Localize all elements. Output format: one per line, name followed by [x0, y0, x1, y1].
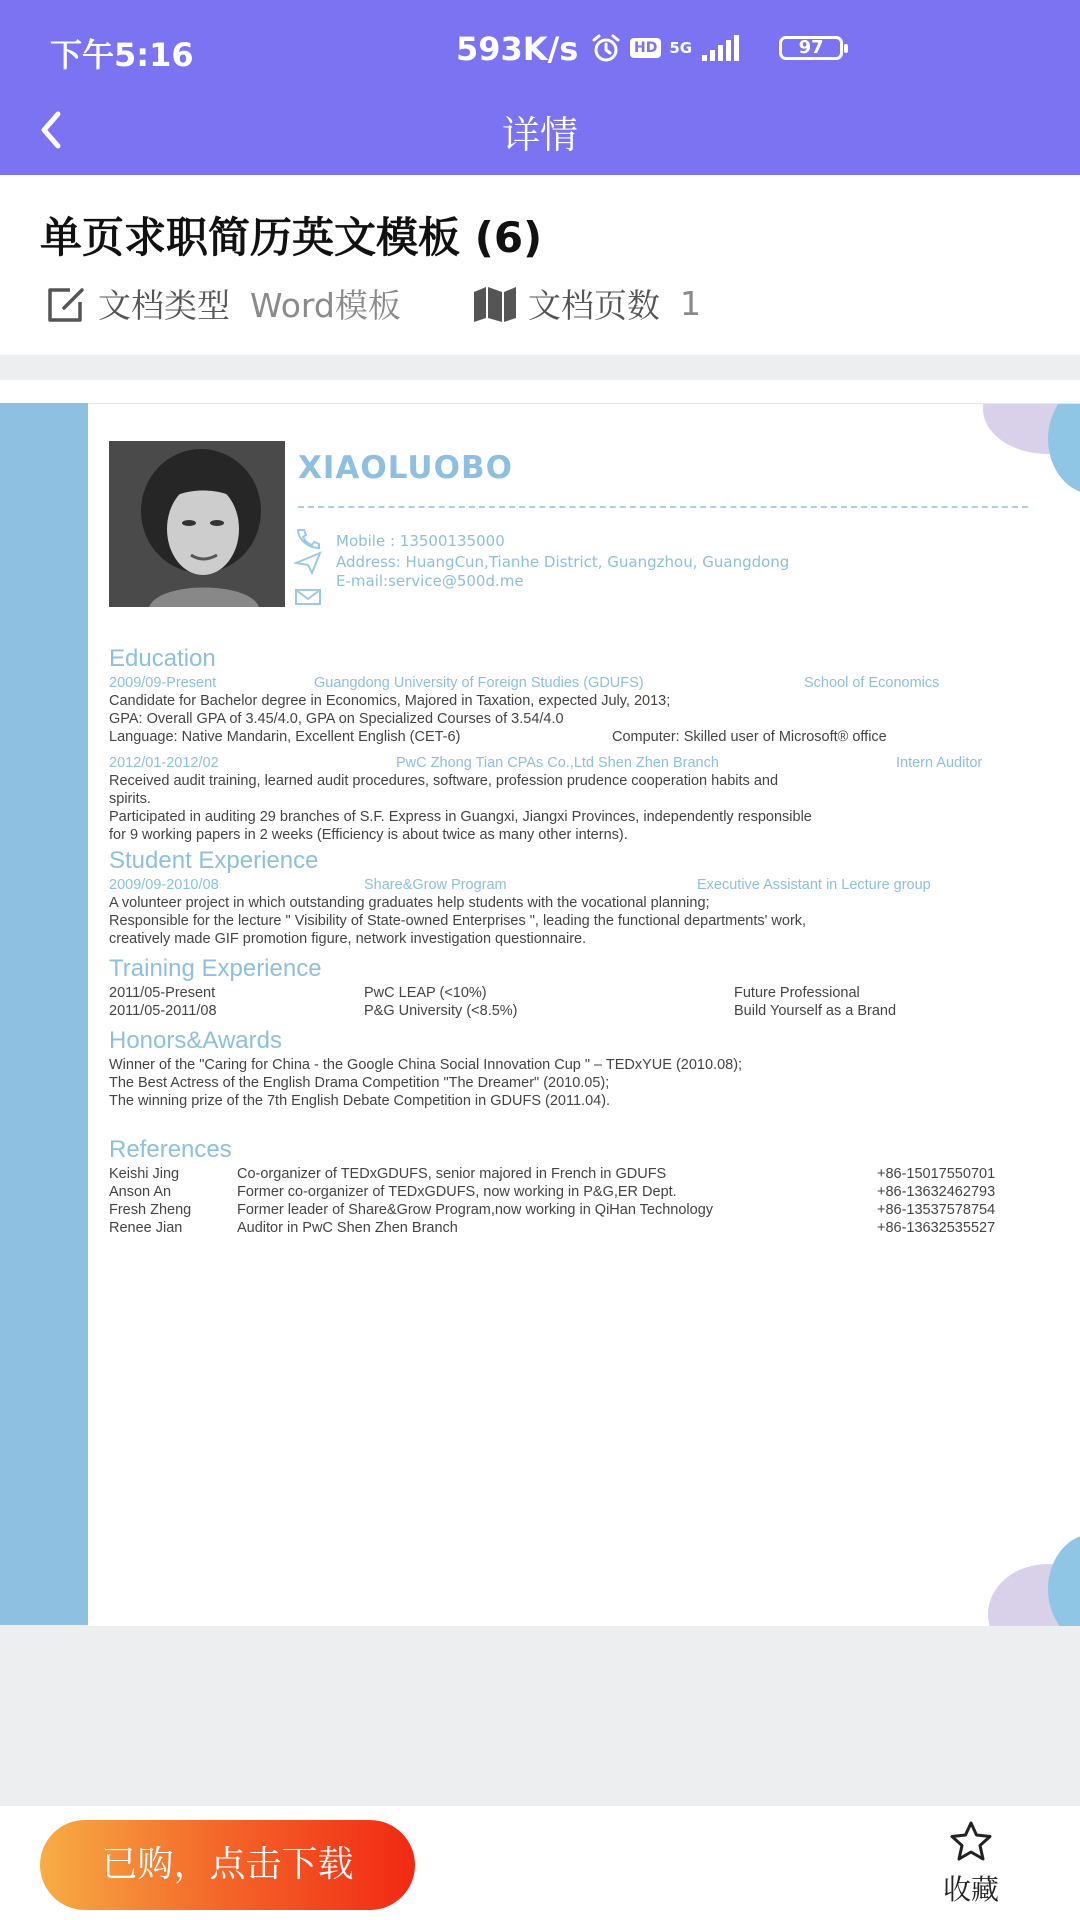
contact-mobile: Mobile : 13500135000	[336, 532, 505, 550]
reference-row	[109, 1183, 1059, 1201]
contact-icons	[294, 527, 326, 607]
section-student	[109, 846, 1059, 948]
doc-pages-label: 文档页数	[528, 286, 660, 325]
training-date: 2011/05-Present	[109, 985, 216, 1001]
status-icons	[590, 32, 843, 64]
section-honors	[109, 1026, 1059, 1110]
resume-line: Winner of the "Caring for China - the Google China Social Innovation Cup " – TEDxYUE (2010.08);	[109, 1057, 743, 1073]
resume-line: GPA: Overall GPA of 3.45/4.0, GPA on Specialized Courses of 3.54/4.0	[109, 711, 564, 727]
ref-desc: Former co-organizer of TEDxGDUFS, now working in P&G,ER Dept.	[237, 1184, 677, 1200]
edu-date: 2009/09-Present	[109, 675, 217, 691]
skill-computer: Computer: Skilled user of Microsoft® office	[612, 729, 887, 745]
send-icon	[294, 551, 322, 575]
doc-pages-value: 1	[680, 284, 701, 323]
training-desc: Future Professional	[734, 985, 860, 1001]
edu-date: 2012/01-2012/02	[109, 755, 219, 771]
student-row	[109, 876, 1059, 894]
resume-line: creatively made GIF promotion figure, network investigation questionnaire.	[109, 931, 587, 947]
page-title: 详情	[501, 113, 578, 157]
resume-line: The winning prize of the 7th English Debate Competition in GDUFS (2011.04).	[109, 1093, 611, 1109]
resume-sidebar	[0, 403, 88, 1625]
section-heading: Honors&Awards	[109, 1027, 282, 1054]
resume-name: XIAOLUOBO	[298, 450, 513, 486]
download-button[interactable]: 已购，点击下载	[40, 1820, 415, 1910]
resume-line: for 9 working papers in 2 weeks (Efficiency is about twice as many other interns).	[109, 827, 628, 843]
mail-icon	[294, 587, 322, 607]
ref-desc: Auditor in PwC Shen Zhen Branch	[237, 1220, 458, 1236]
training-name: P&G University (<8.5%)	[364, 1003, 518, 1019]
section-references	[109, 1135, 1059, 1237]
resume-photo	[109, 441, 285, 607]
skill-language: Language: Native Mandarin, Excellent English (CET-6)	[109, 729, 461, 745]
edu-role: Intern Auditor	[896, 755, 983, 771]
education-row	[109, 674, 1059, 692]
status-time: 下午5:16	[50, 36, 194, 74]
ref-phone: +86-15017550701	[877, 1166, 996, 1182]
contact-info	[336, 532, 789, 591]
edu-dept: School of Economics	[804, 675, 940, 691]
ref-name: Keishi Jing	[109, 1166, 180, 1182]
resume-line: Participated in auditing 29 branches of S.F. Express in Guangxi, Jiangxi Provinces, independently responsible	[109, 809, 812, 825]
decor-circle	[1048, 1534, 1080, 1626]
ref-phone: +86-13632535527	[877, 1220, 996, 1236]
edu-org: PwC Zhong Tian CPAs Co.,Ltd Shen Zhen Branch	[396, 755, 719, 771]
status-bar	[0, 0, 1080, 100]
bottom-bar	[0, 1806, 1080, 1920]
ref-name: Anson An	[109, 1184, 172, 1200]
resume-line: Received audit training, learned audit procedures, software, profession prudence cooperation habits and	[109, 773, 779, 789]
hd-badge: HD	[630, 38, 661, 58]
ref-phone: +86-13632462793	[877, 1184, 996, 1200]
education-row	[109, 754, 1059, 772]
training-row	[109, 984, 1059, 1002]
star-icon	[944, 1820, 998, 1864]
doc-type-value: Word模板	[250, 286, 401, 325]
map-icon	[472, 284, 518, 324]
resume-line: Responsible for the lecture " Visibility of State-owned Enterprises ", leading the functional departments' work,	[109, 913, 807, 929]
section-heading: Training Experience	[109, 955, 322, 982]
section-heading: Student Experience	[109, 847, 319, 874]
resume-preview[interactable]	[0, 380, 1080, 1625]
student-org: Share&Grow Program	[364, 877, 507, 893]
ref-desc: Former leader of Share&Grow Program,now working in QiHan Technology	[237, 1202, 714, 1218]
favorite-button[interactable]	[930, 1820, 1012, 1908]
edu-org: Guangdong University of Foreign Studies (GDUFS)	[314, 675, 644, 691]
resume-line: The Best Actress of the English Drama Competition "The Dreamer" (2010.05);	[109, 1075, 610, 1091]
doc-pages	[472, 280, 701, 327]
ref-name: Renee Jian	[109, 1220, 183, 1236]
reference-row	[109, 1219, 1059, 1237]
training-date: 2011/05-2011/08	[109, 1003, 217, 1019]
resume-page	[88, 403, 1080, 1626]
training-row	[109, 1002, 1059, 1020]
section-heading: References	[109, 1136, 232, 1163]
battery-icon: 97	[779, 36, 843, 60]
decor-circle	[1048, 403, 1080, 494]
network-type: 5G	[669, 39, 693, 57]
training-name: PwC LEAP (<10%)	[364, 985, 487, 1001]
student-role: Executive Assistant in Lecture group	[697, 877, 931, 893]
skills-row	[109, 728, 1059, 746]
network-speed: 593K/s	[456, 30, 579, 68]
app-header	[0, 0, 1080, 175]
edit-icon	[44, 284, 88, 324]
reference-row	[109, 1165, 1059, 1183]
alarm-icon	[590, 32, 622, 64]
document-info	[0, 175, 1080, 355]
name-divider	[298, 506, 1028, 508]
favorite-label: 收藏	[942, 1873, 999, 1906]
ref-phone: +86-13537578754	[877, 1202, 996, 1218]
ref-desc: Co-organizer of TEDxGDUFS, senior majored in French in GDUFS	[237, 1166, 667, 1182]
resume-line: A volunteer project in which outstanding graduates help students with the vocational planning;	[109, 895, 710, 911]
contact-email: E-mail:service@500d.me	[336, 572, 524, 590]
section-heading: Education	[109, 645, 216, 672]
phone-icon	[294, 527, 322, 549]
nav-bar	[0, 100, 1080, 175]
reference-row	[109, 1201, 1059, 1219]
resume-line: spirits.	[109, 791, 151, 807]
contact-address: Address: HuangCun,Tianhe District, Guangzhou, Guangdong	[336, 553, 790, 571]
student-date: 2009/09-2010/08	[109, 877, 219, 893]
section-education	[109, 644, 1059, 844]
section-training	[109, 954, 1059, 1020]
resume-line: Candidate for Bachelor degree in Economics, Majored in Taxation, expected July, 2013;	[109, 693, 671, 709]
ref-name: Fresh Zheng	[109, 1202, 192, 1218]
signal-icon	[702, 35, 739, 61]
training-desc: Build Yourself as a Brand	[734, 1003, 897, 1019]
document-title: 单页求职简历英文模板 (6)	[40, 213, 543, 262]
doc-type	[44, 280, 401, 327]
doc-type-label: 文档类型	[98, 286, 230, 325]
